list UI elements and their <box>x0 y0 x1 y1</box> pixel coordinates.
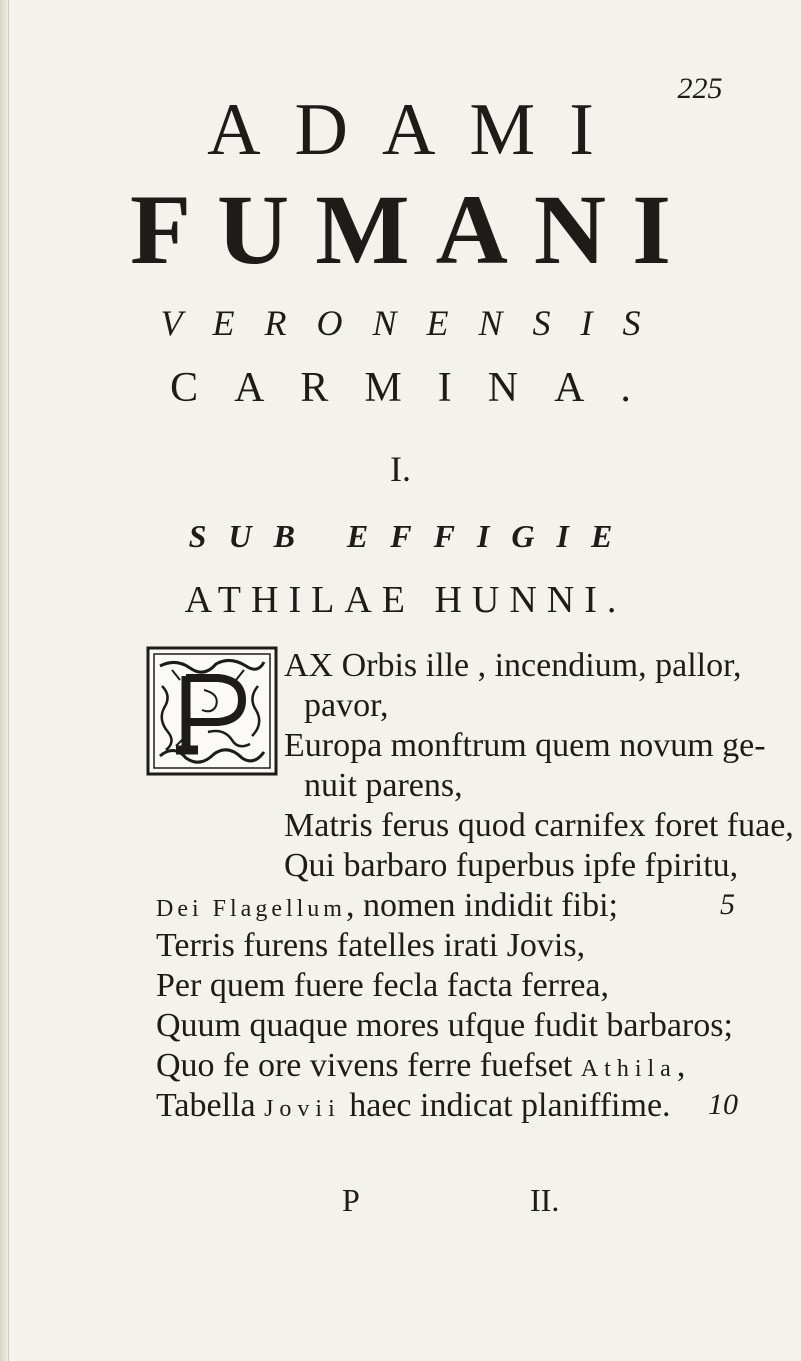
poem-line-9-end: , <box>676 1047 686 1084</box>
catchword: II. <box>530 1182 560 1218</box>
poem-line-2-cont: nuit parens, <box>304 767 463 804</box>
poem-line-2: Europa monftrum quem novum ge- <box>284 727 766 764</box>
jovii-name: Jovii <box>264 1096 341 1122</box>
poem-line-1-cont: pavor, <box>304 687 389 724</box>
poem-line-8: Quum quaque mores ufque fudit barbaros; <box>156 1007 733 1044</box>
heading-veronensis: VERONENSIS <box>160 303 671 343</box>
poem-line-7: Per quem fuere fecla facta ferrea, <box>156 967 610 1004</box>
poem-line-9-start: Quo fe ore vivens ferre fuefset <box>156 1047 581 1084</box>
poem-line-1: AX Orbis ille , incendium, pallor, <box>284 647 742 684</box>
poem-title-line1: SUB EFFIGIE <box>188 518 635 554</box>
poem-line-3: Matris ferus quod carnifex foret fuae, <box>284 807 794 844</box>
margin-number-10: 10 <box>708 1088 738 1121</box>
poem-line-6: Terris furens fatelles irati Jovis, <box>156 927 586 964</box>
poem-number: I. <box>390 449 411 489</box>
poem-line-5 <box>156 886 618 929</box>
poem-line-9 <box>156 1046 685 1089</box>
poem-line-10-end: haec indicat planiffime. <box>340 1087 671 1124</box>
poem-line-10 <box>156 1086 671 1129</box>
athila-name: Athila <box>580 1056 677 1082</box>
margin-number-5: 5 <box>720 888 735 921</box>
heading-carmina: CARMINA. <box>170 365 667 411</box>
poem-line-4: Qui barbaro fuperbus ipfe fpiritu, <box>284 847 739 884</box>
dei-flagellum-smallcaps: Dei Flagellum <box>156 896 346 922</box>
poem-line-10-start: Tabella <box>156 1087 265 1124</box>
heading-fumani: FUMANI <box>129 174 698 285</box>
poem-line-5-rest: , nomen indidit fibi; <box>345 887 618 924</box>
page-number: 225 <box>677 72 723 105</box>
poem-title-line2: ATHILAE HUNNI. <box>184 579 627 621</box>
ornamental-initial-icon <box>146 646 278 776</box>
signature-mark: P <box>342 1182 360 1218</box>
heading-adami: ADAMI <box>207 89 628 171</box>
